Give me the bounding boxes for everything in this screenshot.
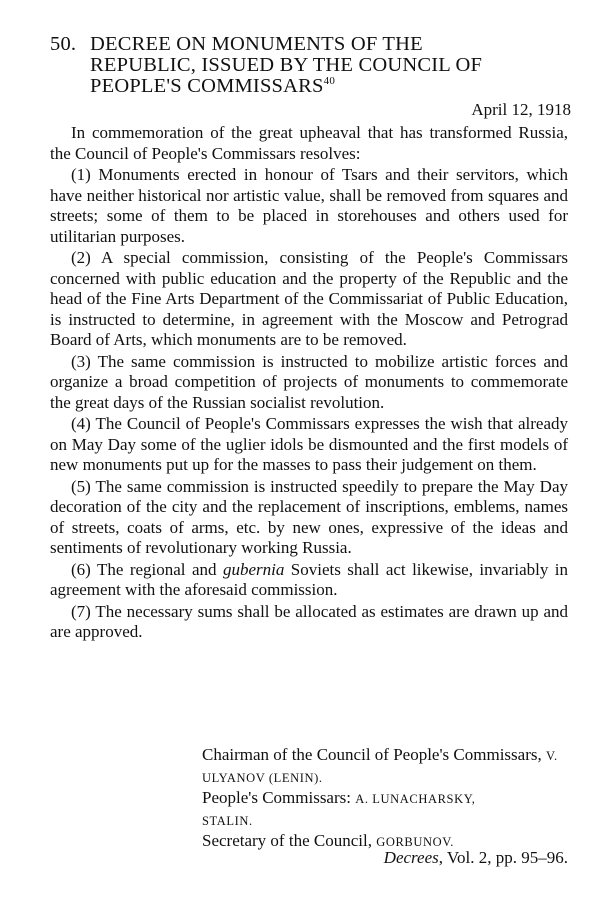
- commissar-lunacharsky: A. LUNACHARSKY,: [355, 792, 476, 806]
- commissars-title: People's Commissars:: [202, 788, 356, 807]
- paragraph-1: (1) Monuments erected in honour of Tsars and their servitors, which have neither historical nor artistic value, shall be removed from squares and streets; some of them to be placed in storehouses and others used for utilitarian purposes.: [50, 165, 568, 246]
- paragraph-2: (2) A special commission, consisting of the People's Commissars concerned with public education and the property of the Republic and the head of the Fine Arts Department of the Commissariat of Public Education, is instructed to determine, in agreement with the Moscow and Petrograd Board of Arts, which monuments are to be removed.: [50, 248, 568, 349]
- title-line-3-text: PEOPLE'S COMMISSARS: [90, 75, 324, 97]
- chairman-name: V. ULYANOV (LENIN).: [202, 749, 558, 785]
- signature-block: [202, 745, 568, 853]
- source-citation: [384, 848, 568, 868]
- paragraph-3: (3) The same commission is instructed to mobilize artistic forces and organize a broad competition of projects of monuments to commemorate the great days of the Russian socialist revolution.: [50, 351, 568, 412]
- title-line-1: DECREE ON MONUMENTS OF THE: [90, 33, 423, 55]
- document-title: [90, 34, 482, 97]
- paragraph-preamble: In commemoration of the great upheaval that has transformed Russia, the Council of People's Commissars resolves:: [50, 123, 568, 163]
- source-reference: , Vol. 2, pp. 95–96.: [438, 848, 568, 867]
- commissar-stalin-line: [202, 810, 568, 832]
- footnote-reference: 40: [323, 75, 336, 88]
- paragraph-6: [50, 560, 568, 601]
- paragraph-6-rest: Soviets shall act likewise, invariably in agreement with the aforesaid commission.: [50, 559, 568, 599]
- gubernia-term: gubernia: [222, 559, 285, 579]
- paragraph-6-lead: (6) The regional and: [71, 559, 223, 579]
- document-date: April 12, 1918: [471, 100, 571, 119]
- title-line-3: [90, 76, 482, 97]
- commissars-signature: [202, 788, 568, 810]
- chairman-signature: [202, 745, 568, 788]
- paragraph-7: (7) The necessary sums shall be allocated as estimates are drawn up and are approved.: [50, 601, 568, 641]
- commissar-stalin: STALIN.: [202, 813, 253, 828]
- paragraph-5: (5) The same commission is instructed speedily to prepare the May Day decoration of the city and the replacement of inscriptions, emblems, names of streets, coats of arms, etc. by new ones, expressive of the ideas and sentiments of revolutionary working Russia.: [50, 476, 568, 557]
- decree-body: [50, 123, 568, 643]
- source-title: Decrees: [383, 848, 439, 867]
- secretary-name: GORBUNOV.: [376, 835, 454, 849]
- title-line-2: REPUBLIC, ISSUED BY THE COUNCIL OF: [90, 54, 483, 76]
- paragraph-4: (4) The Council of People's Commissars expresses the wish that already on May Day some of the uglier idols be dismounted and the first models of new monuments put up for the masses to pass their judgement on them.: [50, 414, 568, 474]
- document-number: 50.: [50, 33, 77, 55]
- secretary-title: Secretary of the Council,: [202, 831, 377, 850]
- chairman-title: Chairman of the Council of People's Commissars,: [202, 745, 546, 764]
